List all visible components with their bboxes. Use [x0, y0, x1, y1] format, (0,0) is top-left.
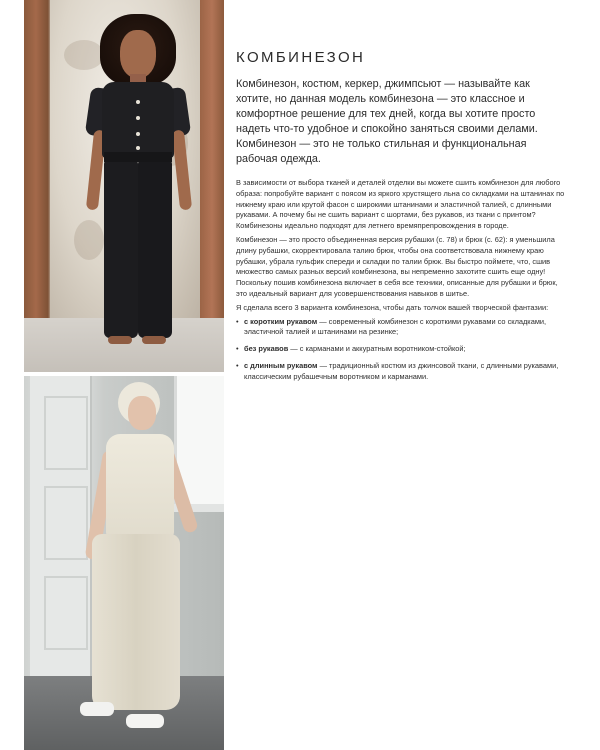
- jumpsuit-bodice: [106, 434, 174, 538]
- model-shoe-left: [80, 702, 114, 716]
- jumpsuit-button: [136, 100, 140, 104]
- body-paragraph: В зависимости от выбора тканей и деталей отделки вы можете сшить комбинезон для любого образа: попробуйте вариант с поясом из яркого хрустящего льна со складками на штанинах по нижнему краю или крутой фасон с широкими штанинами и эластичной талией, с длинными рукавами. А почему бы не сшить вариант с шортами, без рукавов, из ткани с принтом? Комбинезоны идеально подходят для летнего времяпрепровождения в городе.: [236, 178, 565, 231]
- model-face: [120, 30, 156, 78]
- door-panel: [44, 396, 88, 470]
- jumpsuit-leg-left: [104, 160, 138, 338]
- backdrop-texture: [64, 40, 104, 70]
- list-item: [236, 361, 566, 383]
- door-panel: [44, 576, 88, 650]
- variant-term: с длинным рукавом: [244, 360, 318, 370]
- backdrop-texture: [74, 220, 104, 260]
- body-paragraph: Комбинезон — это просто объединенная версия рубашки (с. 78) и брюк (с. 62): я уменьшила длину рубашки, скорректировала талию брюк, чтобы она соответствовала нижнему краю рубашки, убрала гульфик спереди и складки по талии брюк. Вы быстро поймете, что, сшив множество самых разных версий комбинезона, вы непременно захотите сшить еще одну! Поскольку пошив комбинезона включает в себя все техники, описанные для рубашки и брюк, это идеальный вариант для усовершенствования навыков в шитье.: [236, 234, 558, 298]
- page-title: КОМБИНЕЗОН: [236, 49, 366, 66]
- jumpsuit-elastic-waist: [104, 152, 172, 162]
- bullet-icon: •: [236, 316, 239, 326]
- jumpsuit-trousers: [92, 534, 180, 710]
- interior-door: [30, 376, 92, 706]
- model-foot-right: [142, 336, 166, 344]
- variants-list: [236, 317, 566, 383]
- variant-description: — с карманами и аккуратным воротником-стойкой;: [288, 344, 466, 354]
- model-foot-left: [108, 336, 132, 344]
- variant-term: без рукавов: [244, 344, 289, 354]
- model-face: [128, 396, 156, 430]
- bullet-icon: •: [236, 344, 239, 354]
- model-shoe-right: [126, 714, 164, 728]
- body-text: [236, 178, 566, 389]
- photo-cream-jumpsuit: [24, 376, 224, 750]
- jumpsuit-button: [136, 116, 140, 120]
- jumpsuit-leg-right: [138, 160, 172, 338]
- door-panel: [44, 486, 88, 560]
- variant-description: — традиционный костюм из джинсовой ткани, с длинными рукавами, классическим рубашечным воротником и карманами.: [244, 360, 559, 381]
- body-paragraph: Я сделала всего 3 варианта комбинезона, чтобы дать толчок вашей творческой фантазии:: [236, 302, 549, 312]
- jumpsuit-button: [136, 146, 140, 150]
- variant-description: — современный комбинезон с короткими рукавами со складками, эластичной талией и штанинами на резинке;: [244, 316, 547, 337]
- list-item: [236, 344, 566, 355]
- photo-black-jumpsuit: [24, 0, 224, 372]
- variant-term: с коротким рукавом: [244, 316, 318, 326]
- bullet-icon: •: [236, 360, 239, 370]
- list-item: [236, 317, 566, 339]
- jumpsuit-button: [136, 132, 140, 136]
- lead-paragraph: Комбинезон, костюм, керкер, джимпсьют — называйте как хотите, но данная модель комбинезона — это классное и комфортное решение для тех дней, когда вы хотите просто надеть что-то удобное и спокойно заняться своими делами. Комбинезон — это не только стильная и функциональная рабочая одежда.: [236, 78, 538, 165]
